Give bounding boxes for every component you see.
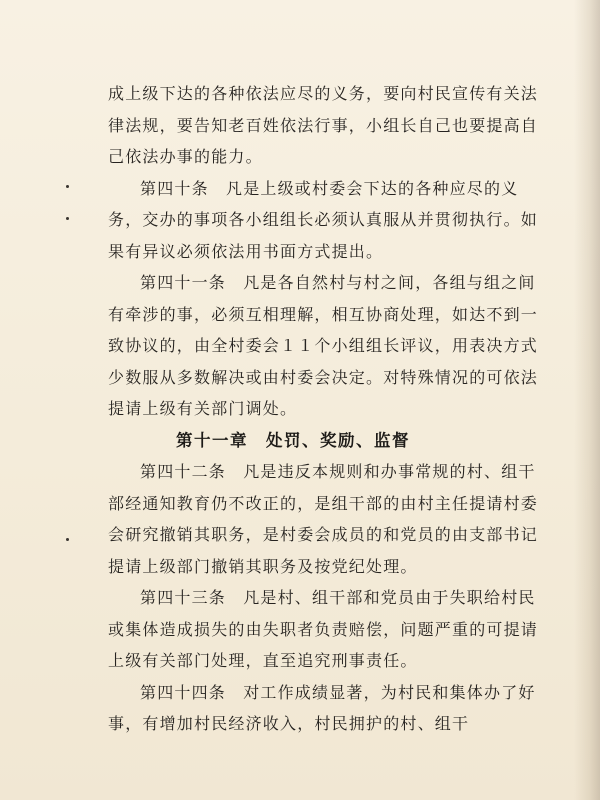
- margin-mark: [66, 185, 69, 188]
- paragraph-continuation: 成上级下达的各种依法应尽的义务，要向村民宣传有关法律法规，要告知老百姓依法行事，小组长自己也要提高自己依法办事的能力。: [108, 84, 539, 166]
- article-44: 第四十四条 对工作成绩显著，为村民和集体办了好事，有增加村民经济收入，村民拥护的村、组干: [108, 682, 536, 733]
- article-42: 第四十二条 凡是违反本规则和办事常规的村、组干部经通知教育仍不改正的，是组干部的由村主任提请村委会研究撤销其职务，是村委会成员的和党员的由支部书记提请上级部门撤销其职务及按党纪处理。: [108, 462, 539, 576]
- article-43: 第四十三条 凡是村、组干部和党员由于失职给村民或集体造成损失的由失职者负责赔偿，问题严重的可提请上级有关部门处理，直至追究刑事责任。: [108, 588, 539, 670]
- page-edge-shadow: [574, 0, 600, 800]
- article-41: 第四十一条 凡是各自然村与村之间，各组与组之间有牵涉的事，必须互相理解，相互协商处理，如达不到一致协议的，由全村委会１１个小组组长评议，用表决方式少数服从多数解决或由村委会决定。对特殊情况的可依法提请上级有关部门调处。: [108, 273, 539, 418]
- chapter-heading: 第十一章 处罚、奖励、监督: [176, 430, 410, 450]
- margin-mark: [66, 538, 69, 541]
- margin-mark: [66, 217, 69, 220]
- article-40: 第四十条 凡是上级或村委会下达的各种应尽的义务，交办的事项各小组组长必须认真服从并贯彻执行。如果有异议必须依法用书面方式提出。: [108, 178, 539, 261]
